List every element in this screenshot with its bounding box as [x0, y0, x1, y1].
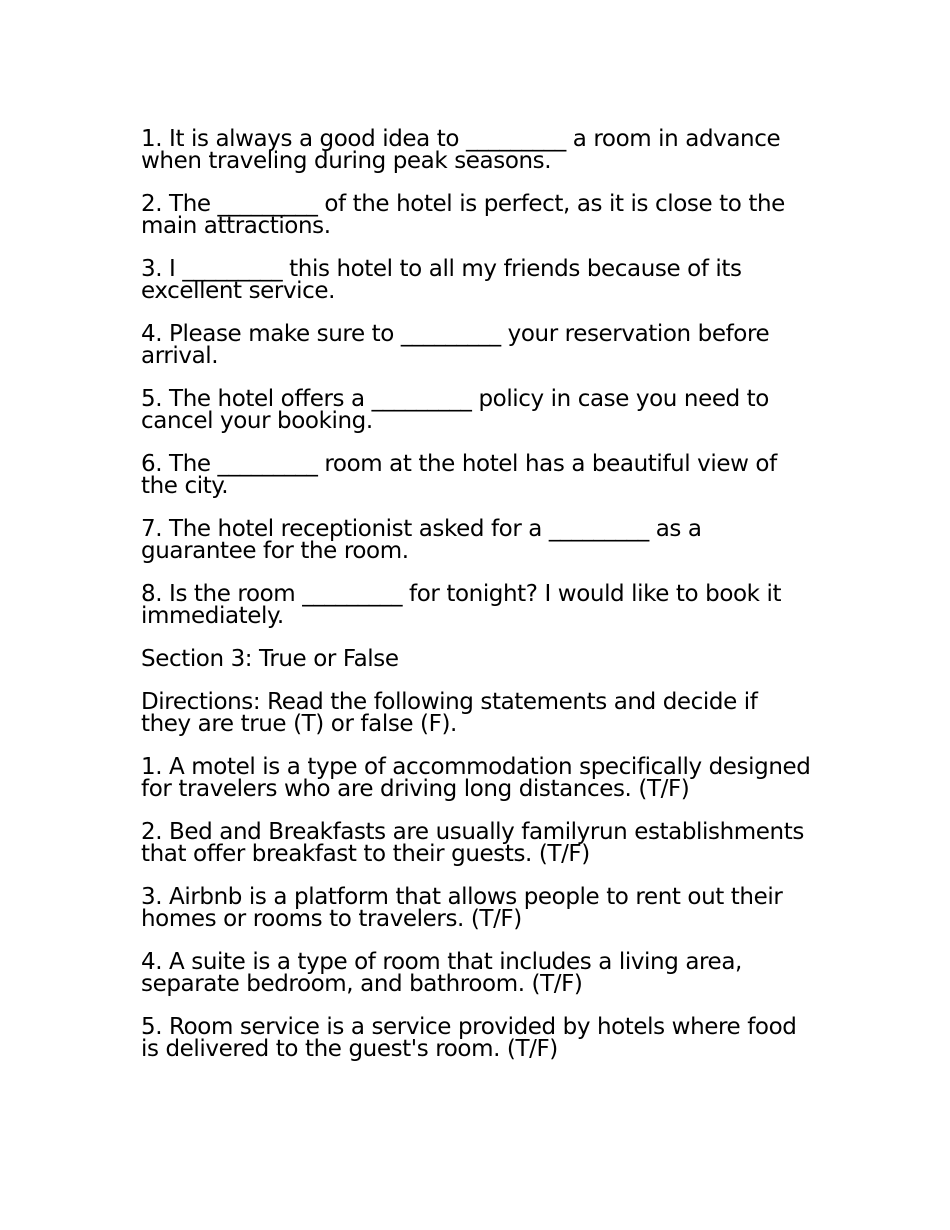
section-directions: Directions: Read the following statements and decide if they are true (T) or false (F).: [141, 689, 758, 737]
fill-in-item-1: 1. It is always a good idea to _________ a room in advance when traveling during peak seasons.: [141, 126, 781, 174]
fill-in-item-8: 8. Is the room _________ for tonight? I would like to book it immediately.: [141, 581, 782, 629]
fill-in-item-4: 4. Please make sure to _________ your reservation before arrival.: [141, 321, 770, 369]
fill-in-item-5: 5. The hotel offers a _________ policy in case you need to cancel your booking.: [141, 386, 769, 434]
true-false-statement-5: 5. Room service is a service provided by hotels where food is delivered to the guest's room. (T/F): [141, 1014, 797, 1062]
true-false-statement-4: 4. A suite is a type of room that includes a living area, separate bedroom, and bathroom. (T/F): [141, 949, 742, 997]
section-heading: Section 3: True or False: [141, 646, 399, 672]
true-false-statement-3: 3. Airbnb is a platform that allows people to rent out their homes or rooms to travelers. (T/F): [141, 884, 783, 932]
true-false-statement-1: 1. A motel is a type of accommodation specifically designed for travelers who are driving long distances. (T/F): [141, 754, 811, 802]
fill-in-item-7: 7. The hotel receptionist asked for a _________ as a guarantee for the room.: [141, 516, 702, 564]
document-page: [141, 128, 813, 1060]
fill-in-item-6: 6. The _________ room at the hotel has a beautiful view of the city.: [141, 451, 777, 499]
fill-in-item-2: 2. The _________ of the hotel is perfect, as it is close to the main attractions.: [141, 191, 785, 239]
true-false-statement-2: 2. Bed and Breakfasts are usually familyrun establishments that offer breakfast to their guests. (T/F): [141, 819, 804, 867]
fill-in-item-3: 3. I _________ this hotel to all my friends because of its excellent service.: [141, 256, 742, 304]
